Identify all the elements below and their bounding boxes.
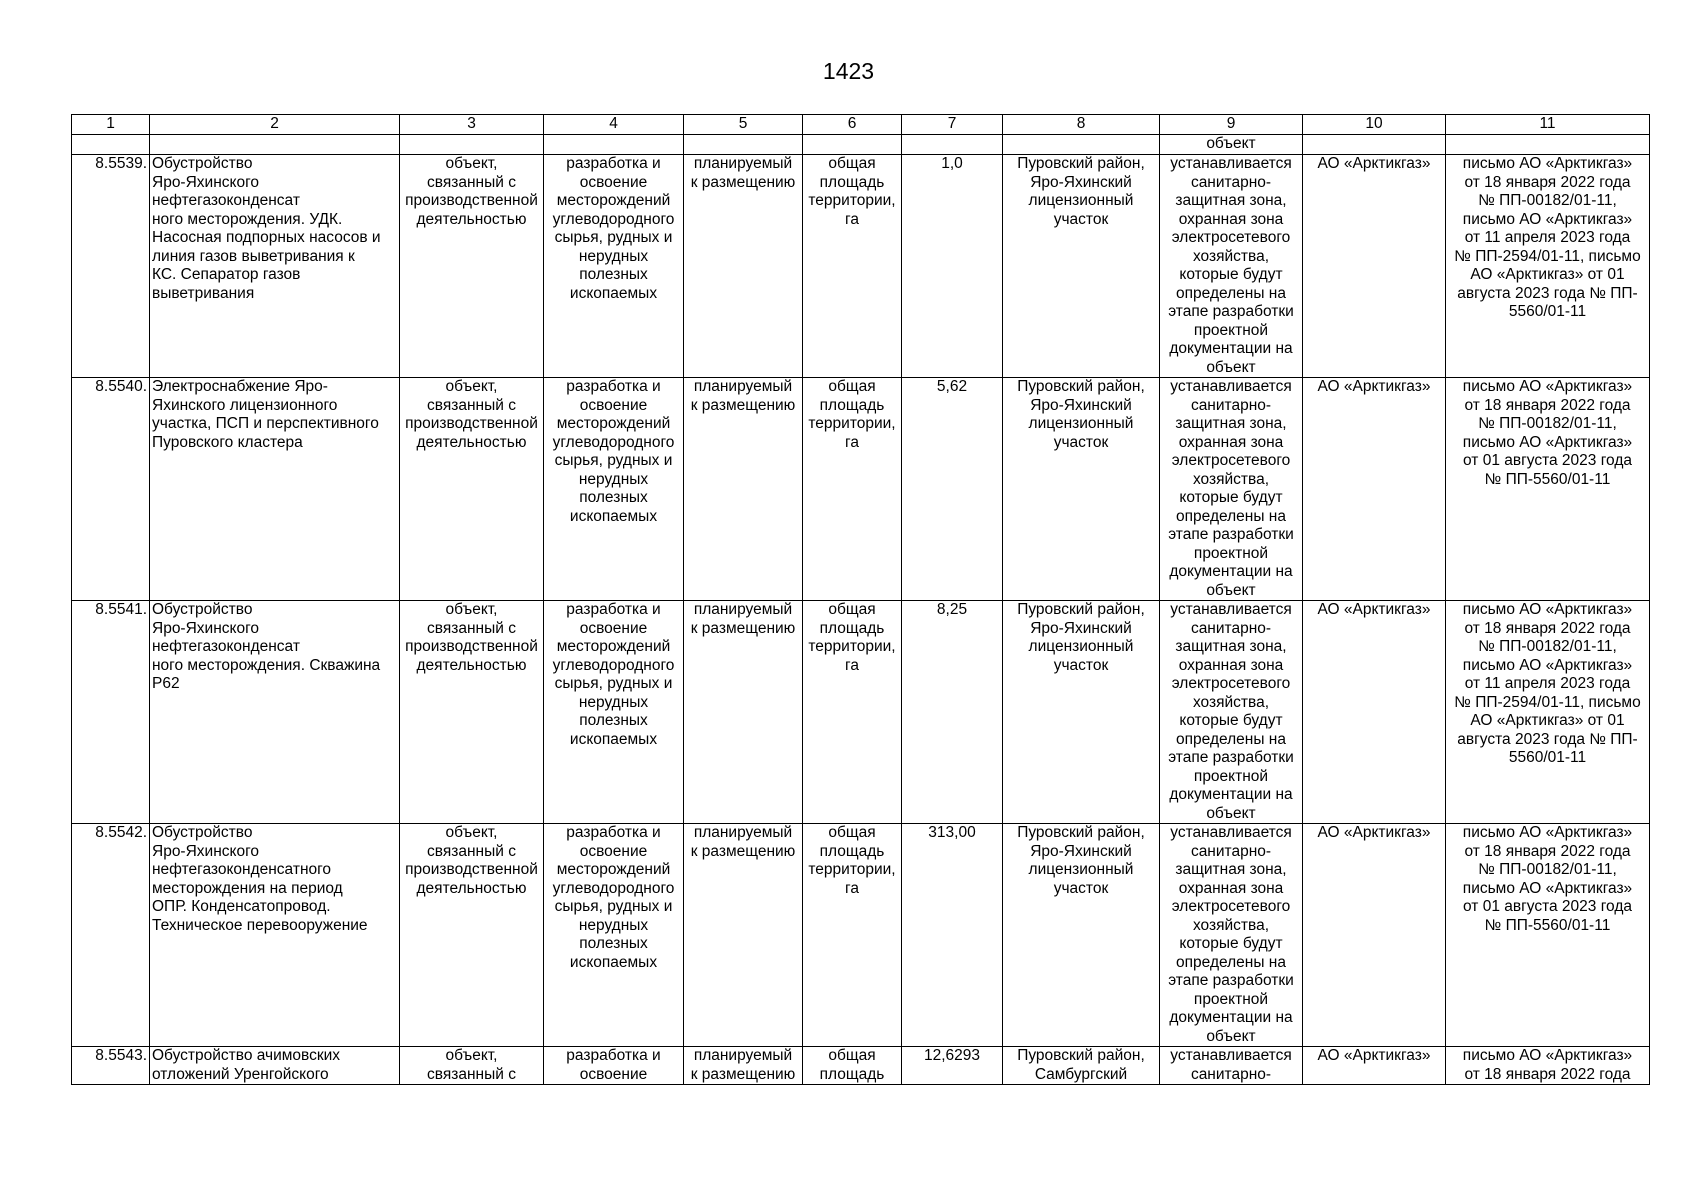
- source-cell: письмо АО «Арктикгаз» от 18 января 2022 года № ПП-00182/01-11, письмо АО «Арктикгаз» от 01 августа 2023 года № ПП-5560/01-11: [1446, 824, 1650, 1047]
- object-name-cell: Электроснабжение Яро- Яхинского лицензионного участка, ПСП и перспективного Пуровского кластера: [150, 378, 400, 601]
- source-cell: письмо АО «Арктикгаз» от 18 января 2022 года № ПП-00182/01-11, письмо АО «Арктикгаз» от 11 апреля 2023 года № ПП-2594/01-11, письмо АО «Арктикгаз» от 01 августа 2023 года № ПП- 5560/01-11: [1446, 155, 1650, 378]
- source-cell: письмо АО «Арктикгаз» от 18 января 2022 года № ПП-00182/01-11, письмо АО «Арктикгаз» от 11 апреля 2023 года № ПП-2594/01-11, письмо АО «Арктикгаз» от 01 августа 2023 года № ПП- 5560/01-11: [1446, 601, 1650, 824]
- table-cell: [544, 135, 684, 155]
- zone-cell: устанавливается санитарно- защитная зона, охранная зона электросетевого хозяйства, которые будут определены на этапе разработки проектной документации на объект: [1160, 601, 1303, 824]
- purpose-cell: разработка и освоение месторождений углеводородного сырья, рудных и нерудных полезных ископаемых: [544, 378, 684, 601]
- area-value-cell: 12,6293: [902, 1047, 1003, 1085]
- zone-cell: устанавливается санитарно- защитная зона, охранная зона электросетевого хозяйства, которые будут определены на этапе разработки проектной документации на объект: [1160, 824, 1303, 1047]
- area-value-cell: 5,62: [902, 378, 1003, 601]
- area-value-cell: 1,0: [902, 155, 1003, 378]
- object-type-cell: объект, связанный с производственной деятельностью: [400, 601, 544, 824]
- owner-cell: АО «Арктикгаз»: [1303, 824, 1446, 1047]
- characteristic-cell: общая площадь территории, га: [803, 155, 902, 378]
- row-number-cell: 8.5541.: [72, 601, 150, 824]
- table-cell: [902, 135, 1003, 155]
- table-header-row: [72, 115, 1650, 135]
- table-cell: [1003, 135, 1160, 155]
- zone-cell: устанавливается санитарно- защитная зона, охранная зона электросетевого хозяйства, которые будут определены на этапе разработки проектной документации на объект: [1160, 378, 1303, 601]
- row-number-cell: 8.5539.: [72, 155, 150, 378]
- object-name-cell: Обустройство Яро-Яхинского нефтегазоконденсат ного месторождения. УДК. Насосная подпорных насосов и линия газов выветривания к КС. Сепаратор газов выветривания: [150, 155, 400, 378]
- column-header: 8: [1003, 115, 1160, 135]
- owner-cell: АО «Арктикгаз»: [1303, 601, 1446, 824]
- table-row: [72, 378, 1650, 601]
- row-number-cell: 8.5540.: [72, 378, 150, 601]
- status-cell: планируемый к размещению: [684, 155, 803, 378]
- table-cell: [72, 135, 150, 155]
- location-cell: Пуровский район, Самбургский: [1003, 1047, 1160, 1085]
- table-cell: [150, 135, 400, 155]
- table-cell: [684, 135, 803, 155]
- location-cell: Пуровский район, Яро-Яхинский лицензионный участок: [1003, 378, 1160, 601]
- area-value-cell: 313,00: [902, 824, 1003, 1047]
- table-cell: объект: [1160, 135, 1303, 155]
- column-header: 1: [72, 115, 150, 135]
- table-cell: [803, 135, 902, 155]
- column-header: 3: [400, 115, 544, 135]
- table-row: [72, 155, 1650, 378]
- column-header: 4: [544, 115, 684, 135]
- table-row: [72, 1047, 1650, 1085]
- object-name-cell: Обустройство Яро-Яхинского нефтегазоконденсат ного месторождения. Скважина Р62: [150, 601, 400, 824]
- object-type-cell: объект, связанный с производственной деятельностью: [400, 155, 544, 378]
- location-cell: Пуровский район, Яро-Яхинский лицензионный участок: [1003, 824, 1160, 1047]
- zone-cell: устанавливается санитарно- защитная зона, охранная зона электросетевого хозяйства, которые будут определены на этапе разработки проектной документации на объект: [1160, 155, 1303, 378]
- characteristic-cell: общая площадь территории, га: [803, 601, 902, 824]
- status-cell: планируемый к размещению: [684, 601, 803, 824]
- owner-cell: АО «Арктикгаз»: [1303, 378, 1446, 601]
- purpose-cell: разработка и освоение месторождений углеводородного сырья, рудных и нерудных полезных ископаемых: [544, 824, 684, 1047]
- column-header: 2: [150, 115, 400, 135]
- row-number-cell: 8.5542.: [72, 824, 150, 1047]
- table-row: [72, 824, 1650, 1047]
- purpose-cell: разработка и освоение: [544, 1047, 684, 1085]
- source-cell: письмо АО «Арктикгаз» от 18 января 2022 года: [1446, 1047, 1650, 1085]
- source-cell: письмо АО «Арктикгаз» от 18 января 2022 года № ПП-00182/01-11, письмо АО «Арктикгаз» от 01 августа 2023 года № ПП-5560/01-11: [1446, 378, 1650, 601]
- status-cell: планируемый к размещению: [684, 378, 803, 601]
- column-header: 10: [1303, 115, 1446, 135]
- object-name-cell: Обустройство ачимовских отложений Уренгойского: [150, 1047, 400, 1085]
- status-cell: планируемый к размещению: [684, 824, 803, 1047]
- column-header: 11: [1446, 115, 1650, 135]
- page-number: 1423: [822, 58, 875, 84]
- column-header: 9: [1160, 115, 1303, 135]
- table-cell: [400, 135, 544, 155]
- table-cell: [1303, 135, 1446, 155]
- owner-cell: АО «Арктикгаз»: [1303, 1047, 1446, 1085]
- table-row: [72, 601, 1650, 824]
- object-type-cell: объект, связанный с производственной деятельностью: [400, 378, 544, 601]
- area-value-cell: 8,25: [902, 601, 1003, 824]
- column-header: 7: [902, 115, 1003, 135]
- object-type-cell: объект, связанный с: [400, 1047, 544, 1085]
- zone-cell: устанавливается санитарно-: [1160, 1047, 1303, 1085]
- characteristic-cell: общая площадь: [803, 1047, 902, 1085]
- column-header: 5: [684, 115, 803, 135]
- purpose-cell: разработка и освоение месторождений углеводородного сырья, рудных и нерудных полезных ископаемых: [544, 155, 684, 378]
- object-type-cell: объект, связанный с производственной деятельностью: [400, 824, 544, 1047]
- purpose-cell: разработка и освоение месторождений углеводородного сырья, рудных и нерудных полезных ископаемых: [544, 601, 684, 824]
- register-table: [71, 114, 1650, 1085]
- table-cell: [1446, 135, 1650, 155]
- location-cell: Пуровский район, Яро-Яхинский лицензионный участок: [1003, 601, 1160, 824]
- status-cell: планируемый к размещению: [684, 1047, 803, 1085]
- row-number-cell: 8.5543.: [72, 1047, 150, 1085]
- characteristic-cell: общая площадь территории, га: [803, 378, 902, 601]
- characteristic-cell: общая площадь территории, га: [803, 824, 902, 1047]
- object-name-cell: Обустройство Яро-Яхинского нефтегазоконденсатного месторождения на период ОПР. Конденсатопровод. Техническое перевооружение: [150, 824, 400, 1047]
- column-header: 6: [803, 115, 902, 135]
- owner-cell: АО «Арктикгаз»: [1303, 155, 1446, 378]
- continuation-row: [72, 135, 1650, 155]
- location-cell: Пуровский район, Яро-Яхинский лицензионный участок: [1003, 155, 1160, 378]
